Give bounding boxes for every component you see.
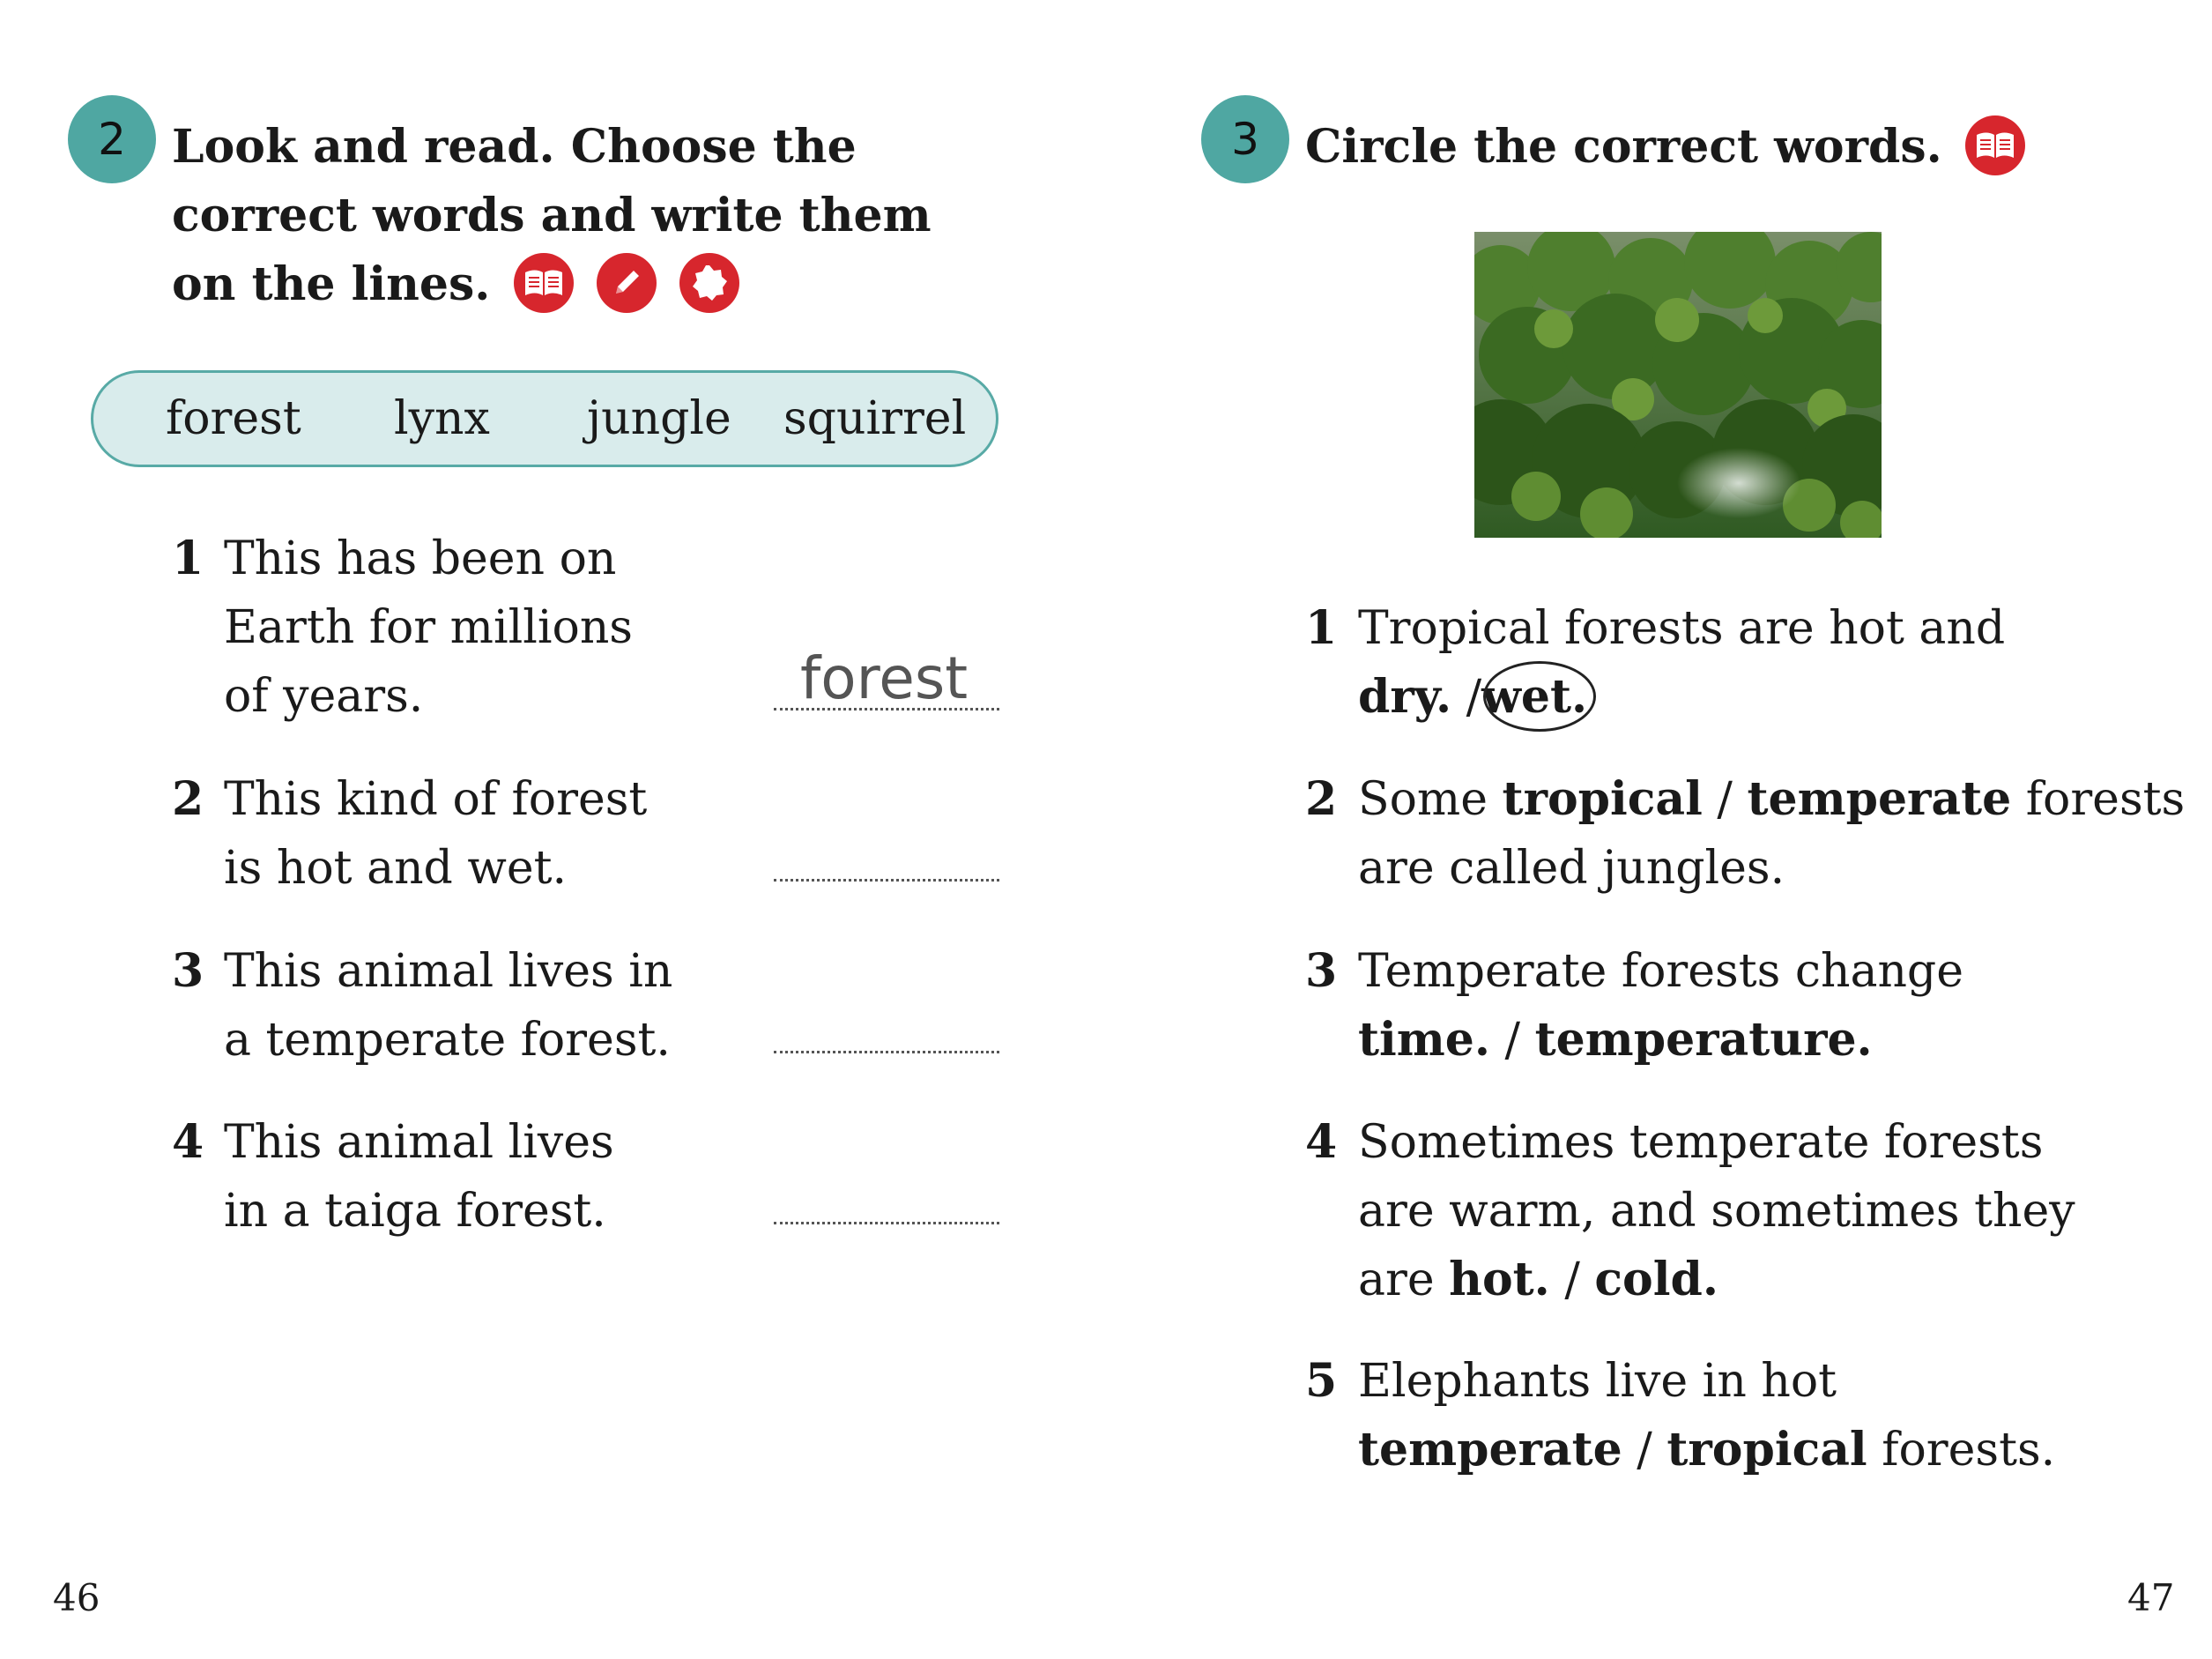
badge-icon bbox=[679, 253, 739, 313]
item-4-pre: are bbox=[1358, 1254, 1435, 1306]
item-2-line-1 bbox=[1358, 765, 2185, 834]
item-1-line-1: Tropical forests are hot and bbox=[1358, 602, 2006, 655]
option-separator: / bbox=[1564, 1254, 1580, 1306]
item-4-line-1: Sometimes temperate forests bbox=[1358, 1116, 2044, 1169]
option-hot[interactable]: hot. bbox=[1449, 1253, 1550, 1306]
option-separator: / bbox=[1637, 1424, 1652, 1477]
item-number: 4 bbox=[1305, 1115, 1338, 1169]
exercise-number-badge bbox=[68, 95, 156, 183]
item-3-line-1: Temperate forests change bbox=[1358, 945, 1963, 998]
answer-line-4[interactable] bbox=[774, 1222, 999, 1224]
item-number: 2 bbox=[172, 772, 204, 826]
instruction: Circle the correct words. bbox=[1305, 120, 1942, 174]
answer-line-1[interactable] bbox=[774, 708, 999, 710]
page-number-right: 47 bbox=[2127, 1576, 2175, 1619]
item-number: 1 bbox=[1305, 601, 1338, 655]
answer-circle bbox=[1483, 661, 1596, 732]
item-2-line-1: This kind of forest bbox=[224, 773, 648, 826]
forest-photo bbox=[1474, 232, 1882, 538]
item-5-post: forests. bbox=[1882, 1424, 2056, 1477]
item-1-line-3: of years. bbox=[224, 670, 424, 723]
item-number: 2 bbox=[1305, 772, 1338, 826]
item-2-line-2: are called jungles. bbox=[1358, 842, 1785, 895]
exercise-number-badge bbox=[1201, 95, 1289, 183]
pencil-icon bbox=[597, 253, 657, 313]
item-number: 3 bbox=[1305, 944, 1338, 998]
option-time[interactable]: time. bbox=[1358, 1013, 1490, 1067]
instruction-line-3: on the lines. bbox=[172, 257, 491, 311]
item-3-options bbox=[1358, 1006, 1873, 1075]
instruction-line-2: correct words and write them bbox=[172, 189, 932, 242]
book-icon bbox=[1965, 115, 2025, 175]
instruction-line-1: Look and read. Choose the bbox=[172, 120, 857, 174]
word-box-word-jungle: jungle bbox=[587, 392, 731, 445]
item-1-line-1: This has been on bbox=[224, 532, 617, 585]
word-box-word-lynx: lynx bbox=[394, 392, 490, 445]
item-number: 3 bbox=[172, 944, 204, 998]
option-separator: / bbox=[1504, 1014, 1521, 1067]
book-icon bbox=[514, 253, 574, 313]
option-separator: / bbox=[1466, 671, 1482, 724]
item-1-line-2: Earth for millions bbox=[224, 601, 633, 654]
option-dry[interactable]: dry. bbox=[1358, 670, 1452, 724]
item-5-options bbox=[1358, 1416, 2055, 1484]
answer-line-2[interactable] bbox=[774, 879, 999, 882]
item-4-options bbox=[1358, 1246, 1718, 1314]
option-tropical[interactable]: tropical bbox=[1666, 1423, 1867, 1477]
item-4-line-1: This animal lives bbox=[224, 1116, 614, 1169]
instruction-line-3-wrap bbox=[172, 250, 739, 319]
item-2-post: forests bbox=[2025, 773, 2186, 826]
option-temperate[interactable]: temperate bbox=[1358, 1423, 1622, 1477]
word-box-word-squirrel: squirrel bbox=[783, 392, 967, 445]
word-box bbox=[91, 370, 998, 467]
item-3-line-2: a temperate forest. bbox=[224, 1014, 671, 1067]
item-4-line-2: are warm, and sometimes they bbox=[1358, 1185, 2075, 1238]
exercise-number: 3 bbox=[1231, 114, 1259, 165]
option-temperate[interactable]: temperate bbox=[1747, 772, 2012, 826]
answer-line-3[interactable] bbox=[774, 1051, 999, 1053]
option-separator: / bbox=[1717, 773, 1733, 826]
exercise-number: 2 bbox=[98, 114, 126, 165]
item-3-line-1: This animal lives in bbox=[224, 945, 673, 998]
instruction-wrap bbox=[1305, 113, 2025, 182]
option-tropical[interactable]: tropical bbox=[1502, 772, 1703, 826]
item-number: 4 bbox=[172, 1115, 204, 1169]
item-5-line-1: Elephants live in hot bbox=[1358, 1355, 1837, 1408]
handwritten-answer: forest bbox=[800, 644, 969, 712]
item-4-line-2: in a taiga forest. bbox=[224, 1185, 606, 1238]
item-2-pre: Some bbox=[1358, 773, 1488, 826]
option-temperature[interactable]: temperature. bbox=[1534, 1013, 1873, 1067]
item-number: 1 bbox=[172, 532, 204, 585]
option-wet[interactable]: wet. bbox=[1481, 670, 1588, 724]
word-box-word-forest: forest bbox=[166, 392, 301, 445]
item-2-line-2: is hot and wet. bbox=[224, 842, 568, 895]
option-cold[interactable]: cold. bbox=[1594, 1253, 1718, 1306]
page-number-left: 46 bbox=[53, 1576, 100, 1619]
item-number: 5 bbox=[1305, 1354, 1338, 1408]
